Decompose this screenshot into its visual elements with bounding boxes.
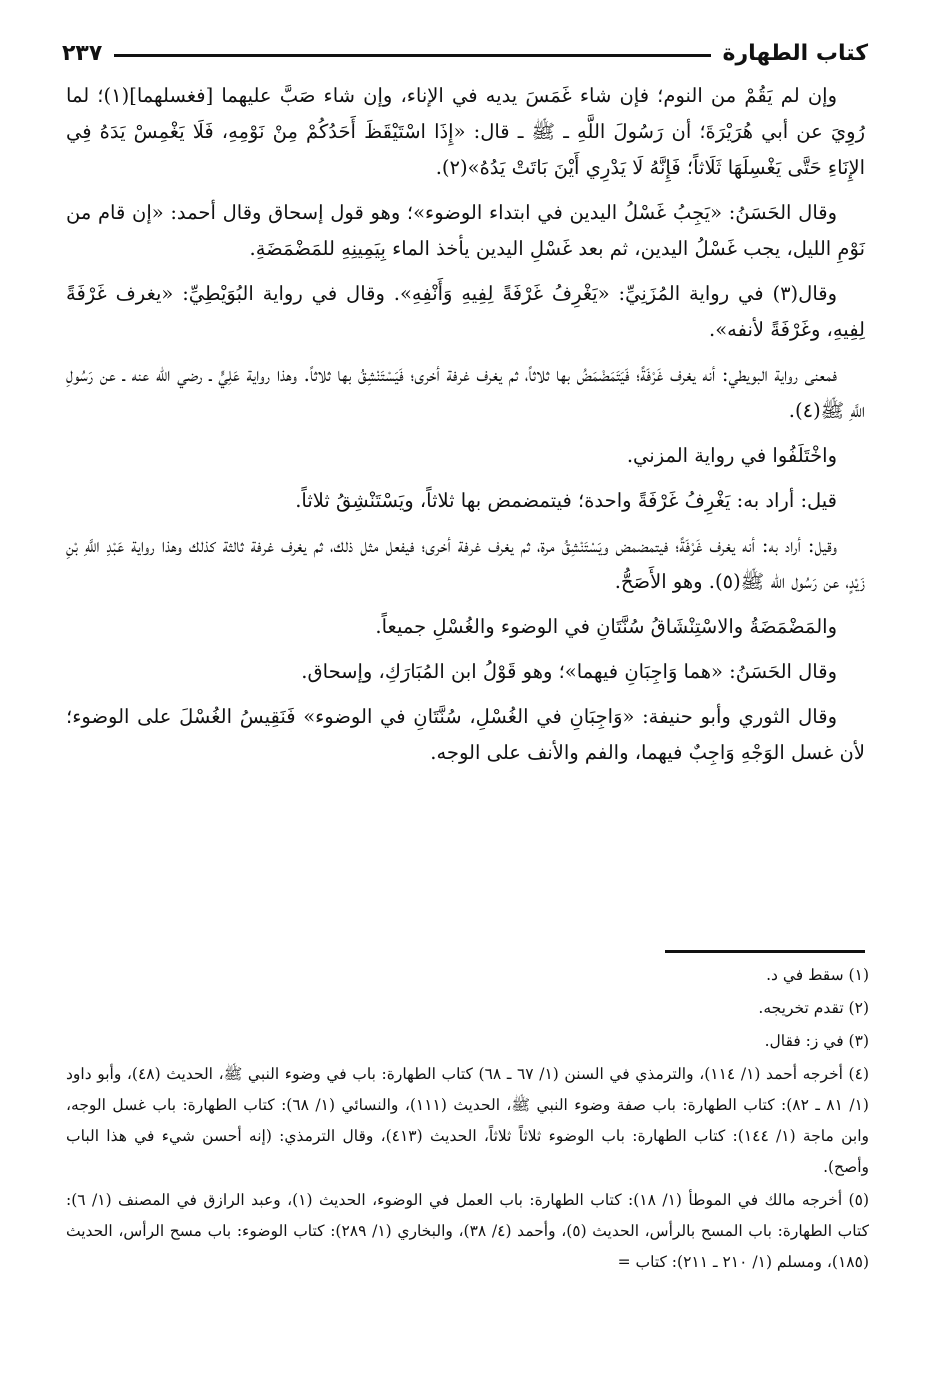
paragraph: فمعنى رواية البويطي: أنه يغرف غَرْفَةً؛ فَيَتَمَضْمَضُ بها ثلاثاً، ثم يغرف غرفة أخرى؛ فَيَسْتَنْشِقُ بها ثلاثاً. وهذا رواية عَلِيٍّ ـ رضي الله عنه ـ عن رَسُولِ اللَّهِ ﷺ(٤). <box>66 363 865 422</box>
header-rule <box>114 54 710 57</box>
paragraph: وقال الحَسَنُ: «هما وَاجِبَانِ فيهما»؛ وهو قَوْلُ ابن المُبَارَكِ، وإسحاق. <box>301 660 837 683</box>
footnote: (١) سقط في د. <box>766 966 869 984</box>
footnote: (٥) أخرجه مالك في الموطأ (١/ ١٨): كتاب الطهارة: باب العمل في الوضوء، الحديث (١)، وعبد الرازق في المصنف (١/ ٦): كتاب الطهارة: باب المسح بالرأس، الحديث (٥)، وأحمد (٤/ ٣٨)، والبخاري (١/ ٢٨٩): كتاب الوضوء: باب مسح الرأس، الحديث (١٨٥)، ومسلم (١/ ٢١٠ ـ ٢١١): كتاب = <box>66 1191 870 1271</box>
footnotes <box>66 960 869 1280</box>
paragraph: والمَضْمَضَةُ والاسْتِنْشَاقُ سُنَّتَانِ في الوضوء والغُسْلِ جميعاً. <box>375 615 837 638</box>
page-header <box>62 36 868 70</box>
page-number: ٢٣٧ <box>62 40 103 66</box>
paragraph: وقال الثوري وأبو حنيفة: «وَاجِبَانِ في الغُسْلِ، سُنَّتَانِ في الوضوء» فَنَقِيسُ الغُسْلَ على الوضوء؛ لأن غسل الوَجْهِ وَاجِبٌ فيهما، والفم والأنف على الوجه. <box>66 705 865 764</box>
paragraph: وإن لم يَقُمْ من النوم؛ فإن شاء غَمَسَ يديه في الإناء، وإن شاء صَبَّ عليهما [فغسلهما](١)؛ لما رُوِيَ عن أبي هُرَيْرَةَ؛ أن رَسُولَ اللَّهِ ـ ﷺ ـ قال: «إِذَا اسْتَيْقَظَ أَحَدُكُمْ مِنْ نَوْمِهِ، فَلَا يَغْمِسْ يَدَهُ فِي الإِنَاءِ حَتَّى يَغْسِلَهَا ثَلَاثاً؛ فَإِنَّهُ لَا يَدْرِي أَيْنَ بَاتَتْ يَدُهُ»(٢). <box>66 84 865 179</box>
footnote-separator <box>665 950 865 953</box>
paragraph: وقال(٣) في رواية المُزَنِيِّ: «يَغْرِفُ غَرْفَةً لِفِيهِ وَأَنْفِهِ». وقال في رواية البُوَيْطِيِّ: «يغرف غَرْفَةً لِفِيهِ، وغَرْفَةً لأنفه». <box>66 282 865 341</box>
main-text <box>66 78 865 780</box>
paragraph: قيل: أراد به: يَغْرِفُ غَرْفَةً واحدة؛ فيتمضمض بها ثلاثاً، ويَسْتَنْشِقُ ثلاثاً. <box>295 489 837 512</box>
footnote: (٣) في ز: فقال. <box>764 1032 869 1050</box>
paragraph: وقال الحَسَنُ: «يَجِبُ غَسْلُ اليدين في ابتداء الوضوء»؛ وهو قول إسحاق وقال أحمد: «إن قام من نَوْمِ الليل، يجب غَسْلُ اليدين، ثم بعد غَسْلِ اليدين يأخذ الماء بِيَمِينِهِ للمَضْمَضَةِ. <box>66 201 865 260</box>
footnote: (٤) أخرجه أحمد (١/ ١١٤)، والترمذي في السنن (١/ ٦٧ ـ ٦٨) كتاب الطهارة: باب في وضوء النبي ﷺ، الحديث (٤٨)، وأبو داود (١/ ٨١ ـ ٨٢): كتاب الطهارة: باب صفة وضوء النبي ﷺ، الحديث (١١١)، والنسائي (١/ ٦٨): كتاب الطهارة: باب غسل الوجه، وابن ماجة (١/ ١٤٤): كتاب الطهارة: باب الوضوء ثلاثاً ثلاثاً، الحديث (٤١٣)، وقال الترمذي: (إنه أحسن شيء في هذا الباب وأصح). <box>66 1065 869 1176</box>
paragraph: وقيل: أراد به: أنه يغرف غَرْفَةً؛ فيتمضمض ويَسْتَنْشِقُ مرة، ثم يغرف غرفة أخرى؛ فيفعل مثل ذلك، ثم يغرف غرفة ثالثة كذلك وهذا رواية عَبْدِ اللَّهِ بْنِ زَيْدٍ، عن رَسُول الله ﷺ(٥). وهو الأَصَحُّ. <box>66 534 865 593</box>
footnote: (٢) تقدم تخريجه. <box>758 999 869 1017</box>
paragraph: واخْتَلَفُوا في رواية المزني. <box>626 444 837 467</box>
running-title: كتاب الطهارة <box>722 40 868 66</box>
